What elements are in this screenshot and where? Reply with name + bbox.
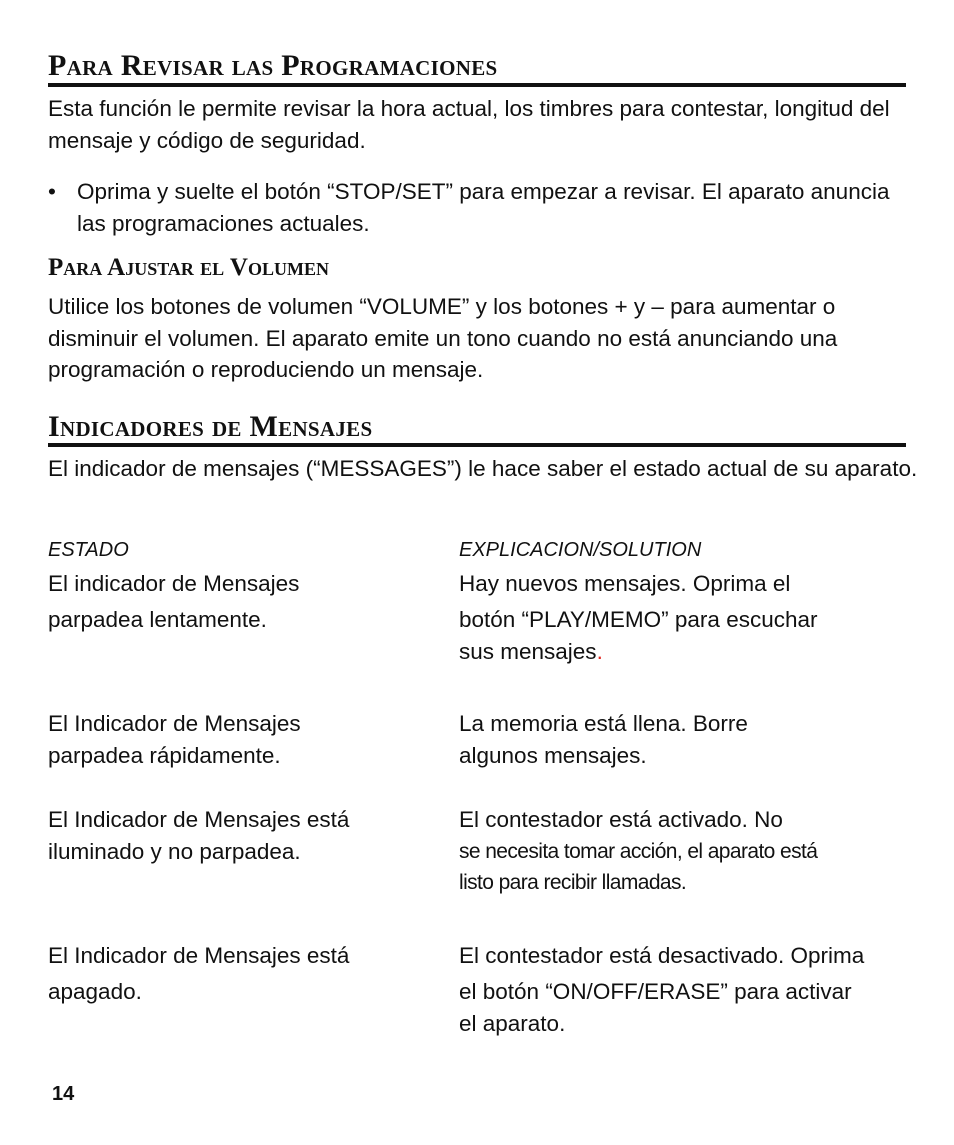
explanation-line: algunos mensajes.	[459, 742, 647, 768]
section-intro-indicadores: El indicador de mensajes (“MESSAGES”) le hace saber el estado actual de su aparato.	[48, 456, 918, 481]
explanation-line: Hay nuevos mensajes. Oprima el	[459, 571, 791, 596]
section-divider	[48, 443, 906, 447]
table-row-state	[48, 804, 349, 867]
section-title-revisar: Para Revisar las Programaciones	[48, 49, 498, 82]
table-row-explanation	[459, 940, 864, 1040]
section-title-volumen: Para Ajustar el Volumen	[48, 254, 329, 281]
state-line: El Indicador de Mensajes está	[48, 807, 350, 832]
state-line: El Indicador de Mensajes está	[48, 943, 350, 968]
explanation-line: sus mensajes.	[459, 639, 603, 664]
table-row-state	[48, 940, 349, 1008]
state-line: apagado.	[48, 979, 142, 1004]
state-line: parpadea rápidamente.	[48, 742, 281, 768]
explanation-line: El contestador está desactivado. Oprima	[459, 943, 865, 968]
explanation-line: el botón “ON/OFF/ERASE” para activar	[459, 979, 852, 1004]
table-row-state	[48, 708, 301, 771]
explanation-line: se necesita tomar acción, el aparato está	[459, 839, 818, 863]
accent-period: .	[596, 639, 603, 664]
section-title-indicadores: Indicadores de Mensajes	[48, 410, 373, 443]
state-line: iluminado y no parpadea.	[48, 838, 301, 864]
bullet-icon: •	[48, 179, 56, 204]
state-line: El Indicador de Mensajes	[48, 711, 301, 736]
explanation-line: La memoria está llena. Borre	[459, 711, 748, 736]
column-header-state: ESTADO	[48, 539, 129, 561]
state-line: parpadea lentamente.	[48, 607, 267, 632]
page-number: 14	[52, 1083, 75, 1105]
explanation-line: listo para recibir llamadas.	[459, 871, 687, 894]
explanation-line: El contestador está activado. No	[459, 807, 783, 832]
table-row-explanation	[459, 708, 748, 771]
table-row-state	[48, 568, 299, 636]
table-row-explanation	[459, 804, 817, 899]
explanation-line: el aparato.	[459, 1011, 566, 1036]
section-text-volumen: Utilice los botones de volumen “VOLUME” y los botones + y – para aumentar o disminuir el volumen. El aparato emite un tono cuando no está anunciando una programación o reproduciendo un mensaje.	[48, 294, 838, 382]
state-line: El indicador de Mensajes	[48, 571, 300, 596]
section-intro-revisar: Esta función le permite revisar la hora actual, los timbres para contestar, longitud del mensaje y código de seguridad.	[48, 96, 890, 153]
table-row-explanation	[459, 568, 817, 668]
section-divider	[48, 83, 906, 87]
column-header-explanation: EXPLICACION/SOLUTION	[459, 539, 702, 561]
bullet-text: Oprima y suelte el botón “STOP/SET” para empezar a revisar. El aparato anuncia las programaciones actuales.	[77, 179, 890, 236]
explanation-line: botón “PLAY/MEMO” para escuchar	[459, 607, 818, 632]
